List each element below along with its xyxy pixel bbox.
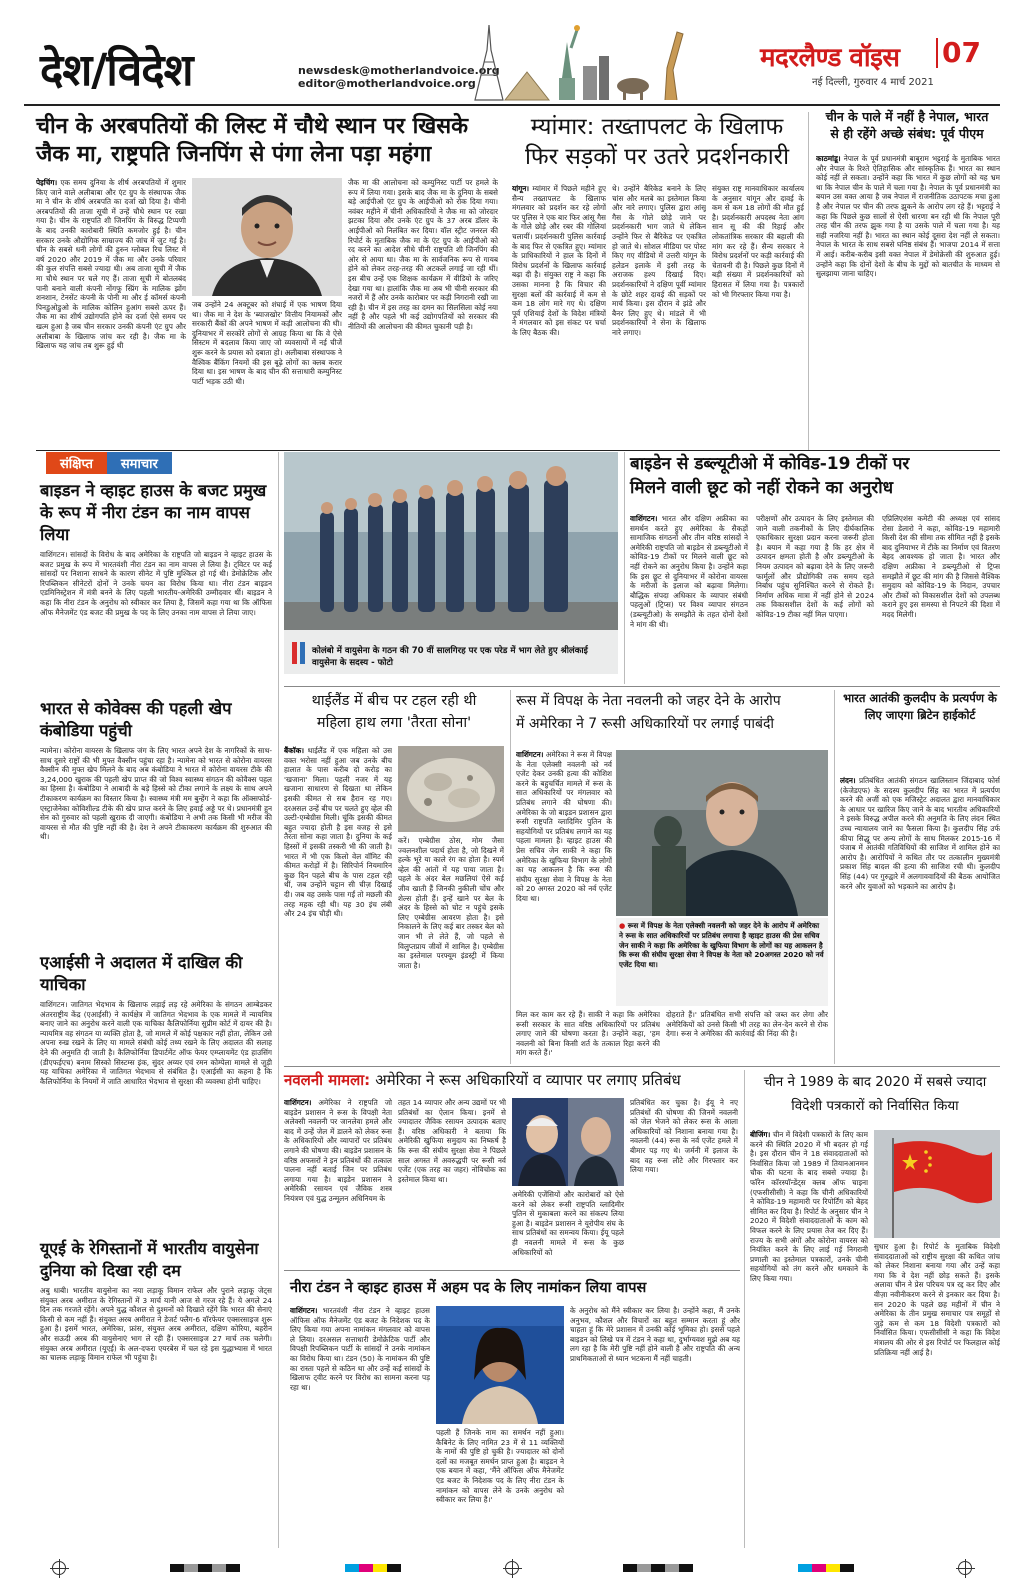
registration-mark-icon — [505, 1561, 519, 1575]
color-bars — [170, 1564, 240, 1572]
story6-headline — [516, 690, 828, 746]
story7-body: प्रतिबंधित आतंकी संगठन खालिस्तान जिंदाबाद फोर्स (केजेडएफ) के सदस्य कुलदीप सिंह का भारत में प्रत्यर्पण करने की अर्जी को एक मजिस्ट्रेट अदालत द्वारा मानवाधिकार के आधार पर खारिज किए जाने के बाद भारतीय अधिकारियों ने इसके विरुद्ध अपील करने की अनुमति के लिए लंदन स्थित उच्च न्यायालय जाने का फैसला किया है। कुलदीप सिंह उर्फ कीपा सिद्धू पर अन्य लोगों के साथ मिलकर 2015-16 में पंजाब में आतंकी गतिविधियों की साजिश में शामिल होने का आरोप है। आरोपियों ने कथित तौर पर तत्कालीन मुख्यमंत्री प्रकाश सिंह बादल की हत्या की साजिश रची थी। कुलदीप सिंह (44) पर गुरुद्वारे में अलगाववादियों की बैठक आयोजित करने और युवाओं को भड़काने का आरोप है। — [840, 776, 1000, 891]
story1-headline-line1: चीन के अरबपतियों की लिस्ट में चौथे स्थान पर खिसके — [36, 113, 469, 139]
story4-headline-line1: बाइडेन से डब्ल्यूटीओ में कोविड-19 टीकों पर — [630, 454, 910, 474]
story4-col2: परीक्षणों और उत्पादन के लिए इस्तेमाल की जाने वाली तकनीकों के लिए दीर्घकालिक एकाधिकार सुरक्षा प्रदान करना जरूरी होता है। बयान में कहा गया है कि हर क्षेत्र में उत्पादन क्षमता होती है और डब्ल्यूटीओ के नियम उत्पादन को बढ़ावा देने के लिए जरूरी फार्मूलों और प्रौद्योगिकी तक समय रहते निर्बाध पहुंच सुनिश्चित करने से रोकते हैं। निर्माण अधिक मात्रा में नहीं होने से 2024 तक विकासशील देशों के कई लोगों को कोविड-19 टीका नहीं मिल पाएगा। — [756, 514, 874, 619]
navalny-photo-caption — [616, 918, 828, 1006]
masthead — [0, 0, 1024, 108]
story6-headline-line1: रूस में विपक्ष के नेता नवलनी को जहर देने के आरोप — [516, 693, 781, 709]
story9-headline-line1: चीन ने 1989 के बाद 2020 में सबसे ज्यादा — [763, 1074, 987, 1090]
story6-col2: मिल कर काम कर रहे हैं। साकी ने कहा कि अमेरिका रूसी सरकार के सात वरिष्ठ अधिकारियों पर प्रतिबंध लगाए जाने की घोषणा करता है। उन्होंने कहा, 'हम नवलनी को बिना किसी शर्त के तत्काल रिहा करने की मांग करते हैं।' — [516, 1010, 660, 1058]
page-number: 07 — [936, 38, 981, 68]
ambergris-photo — [398, 746, 504, 832]
story2-col2: थे। उन्होंने बैरिकेड बनाने के लिए चांस और मलबे का इस्तेमाल किया और नारे लगाए। पुलिस द्वारा आंसू गैस के गोले छोड़े जाने पर प्रदर्शनकारी भाग जाते थे लेकिन उन्होंने फिर से बैरिकेड पर एकत्रित हो जाते थे। सोशल मीडिया पर पोस्ट किए गए वीडियो में उत्तरी यांगून के हलेडन इलाके में इसी तरह के अराजक हश्य दिखाई दिए। प्रदर्शनकारियों ने दक्षिण पूर्वी म्यांमार के छोटे शहर दावई की सड़कों पर मार्च किया। इस दौरान वे झंडे और बैनर लिए हुए थे। मांडले में भी प्रदर्शनकारियों ने सेना के खिलाफ नारे लगाए। — [612, 184, 706, 337]
story8-headline — [284, 1070, 740, 1094]
story7-dateline: लंदन। — [840, 776, 856, 785]
story4-dateline: वाशिंगटन। — [630, 514, 658, 523]
section-rule — [284, 1066, 1000, 1067]
column-divider — [808, 112, 809, 450]
brief2-headline: भारत से कोवेक्स की पहली खेप कंबोडिया पहुंची — [40, 699, 232, 740]
story1-headline-line2: जैक मा, राष्ट्रपति जिनपिंग से पंगा लेना पड़ा महंगा — [36, 141, 432, 167]
story3-body: नेपाल के पूर्व प्रधानमंत्री बाबूराम भट्टराई के मुताबिक भारत और नेपाल के रिश्ते ऐतिहासिक और सांस्कृतिक हैं। भारत का स्थान कोई नहीं ले सकता। उन्होंने कहा कि भारत में कुछ लोगों को यह भ्रम था कि नेपाल चीन के पाले में चला गया है। नेपाल के पूर्व प्रधानमंत्री का बयान उस वक्त आया है जब नेपाल में राजनीतिक उठापटक मचा हुआ है और नेपाल पर चीन की तरफ झुकने के आरोप लग रहे हैं। भट्टराई ने कहा कि पिछले कुछ सालों से ऐसी धारणा बन रही थी कि नेपाल पूरी तरह चीन की तरफ झुक गया है या उसके पाले में चला गया है। यह सही नजरिया नहीं है। भारत का स्थान कोई दूसरा देश नहीं ले सकता। नेपाल के भारत के साथ सबसे घनिष्ठ संबंध हैं। भाजपा 2014 में सत्ता में आई। करीब-करीब इसी वक्त नेपाल में डेमोक्रेसी की शुरुआत हुई। उन्होंने कहा कि दोनों देशों के बीच के मुद्दों को बातचीत के माध्यम से सुलझाया जाना चाहिए। — [816, 154, 1000, 279]
story8-col2: तहत 14 व्यापार और अन्य उद्यमों पर भी प्रतिबंधों का ऐलान किया। इनमें से ज्यादातर जैविक रसायन उत्पादक बताए हैं। वरिष्ठ अधिकारी ने बताया कि अमेरिकी खुफिया समुदाय का निष्कर्ष है कि रूस की संघीय सुरक्षा सेवा ने पिछले साल अगस्त में अवरुद्धपी पर रूसी नर्व एजेंट (एक तरह का जहर) नोविचोक का इस्तेमाल किया था। — [398, 1098, 506, 1184]
story4-headline — [630, 452, 1000, 512]
section-rule — [284, 686, 1000, 687]
story2-col3: संयुक्त राष्ट्र मानवाधिकार कार्यालय के अनुसार यांगून और दावई के कम से कम 18 लोगों की मौत हुई है। प्रदर्शनकारी अपदस्थ नेता आंग सान सू की की रिहाई और लोकतांत्रिक सरकार की बहाली की मांग कर रहे हैं। सैन्य सरकार ने विरोध प्रदर्शनों पर कड़ी कार्रवाई की चेतावनी दी है। पिछले कुछ दिनों में बड़ी संख्या में प्रदर्शनकारियों को हिरासत में लिया गया है। पत्रकारों को भी गिरफ्तार किया गया है। — [712, 184, 804, 299]
issue-date: नई दिल्ली, गुरुवार 4 मार्च 2021 — [812, 77, 934, 88]
brief-news-tag — [46, 452, 172, 474]
story1-col1-text: एक समय दुनिया के शीर्ष अरबपतियों में शुमार किए जाने वाले अलीबाबा और एंट ग्रुप के संस्थापक जैक मा ने चीन के शीर्ष अरबपति का दर्जा खो दिया है। चीनी अरबपतियों की ताजा सूची में उन्हें चौथे स्थान पर रखा गया है। चीन के राष्ट्रपति शी जिनपिंग के विरुद्ध टिप्पणी के बाद उनकी कारोबारी स्थिति कमजोर हुई है। चीन सरकार उनके औद्योगिक साम्राज्य की जांच में जुट गई है। चीन के सबसे धनी लोगों की हुरुन ग्लोबल रिच लिस्ट में वर्ष 2020 और 2019 में जैक मा और उनके परिवार की कुल संपत्ति सबसे ज्यादा थी। अब ताजा सूची में जैक मा चौथे स्थान पर चले गए हैं। ताजा सूची में बोतलबंद पानी बनाने वाली कंपनी नोंगफू स्प्रिंग के मालिक झोंग शनशान, टेनसेंट कंपनी के पोनी मा और ई कॉमर्स कंपनी पिनडुओडुओ के मालिक कोलिन हुआंग सबसे ऊपर हैं। जैक मा का शीर्ष उद्योगपति होने का दर्जा ऐसे समय पर खत्म हुआ है जब चीन सरकार उनकी कंपनी एंट ग्रुप और अलीबाबा के खिलाफ जांच कर रही है। जैक मा के खिलाफ यह जांच तब शुरू हुई थी — [36, 178, 186, 351]
brief4 — [40, 1238, 272, 1534]
story5-col1-text: थाईलैंड में एक महिला को उस वक्त भरोसा नहीं हुआ जब उनके बीच हालात के पास करीब दो करोड़ का 'खजाना' मिला। पहली नजर में यह खजाना साधारण से दिखता था लेकिन इसकी कीमत से सब हैरान रह गए। दरअसल उन्हें बीच पर चलते हुए व्हेल की उल्टी-एम्बेग्रीस मिली। चूंकि इसकी कीमत बहुत ज्यादा होती है इस वजह से इसे तैरता सोना कहा जाता है। दुनिया के कई हिस्सों में इसकी तस्करी भी की जाती है। भारत में भी एक किलो वेल वॉमिट की कीमत करोड़ों में है। सिरिपोर्न नियमारिन कुछ दिन पहले बीच के पास टहल रही थीं, जब उन्होंने चट्टान सी चीज़ दिखाई दी। जब वह उसके पास गईं तो मछली की तरह महक रही थी। यह 30 इंच लंबी और 24 इंच चौड़ी थी। — [284, 746, 392, 919]
story5-dateline: बैंकॉक। — [284, 746, 305, 755]
story10-col1-text: भारतवंशी नीरा टंडन ने व्हाइट हाउस ऑफिस ऑफ मैनेजमेंट एंड बजट के निदेशक पद के लिए किया गया अपना नामांकन मंगलवार को वापस ले लिया। दरअसल सत्ताधारी डेमोक्रेटिक पार्टी और विपक्षी रिपब्लिकन पार्टी के सांसदों ने उनके नामांकन का विरोध किया था। टंडन (50) के नामांकन की पुष्टि का रास्ता पहले से कठिन था और उन्हें कई सांसदों के खिलाफ ट्वीट करने पर विरोध का सामना करना पड़ रहा था। — [290, 1306, 430, 1392]
neera-tanden-photo — [436, 1306, 564, 1424]
story8-headline-rest: अमेरिका ने रूस अधिकारियों व व्यापार पर लगाए प्रतिबंध — [375, 1071, 681, 1089]
story5-col2: करें। एम्बेग्रीस ठोस, मोम जैसा ज्वलनशील पदार्थ होता है, जो दिखने में हल्के भूरे या काले रंग का होता है। स्पर्म व्हेल की आंतों में यह पाया जाता है। पहले के अंदर बेल मछलियां ऐसे कई जीव खाती हैं जिनकी नुकीली चोंच और शेल्स होती हैं। इन्हें खाने पर बेल के अंदर के हिस्से को चोट न पहुंचे इसके लिए एम्बेग्रीस आवरण होता है। इसे निकालने के लिए कई बार तस्कर बेल को जान भी ले लेते हैं, जो पहले से विलुप्तप्राय जीवों में शामिल है। एम्बेग्रीस का इस्तेमाल परफ्यूम इंडस्ट्री में किया जाता है। — [398, 836, 504, 970]
story10-col1 — [290, 1306, 430, 1546]
story3-text — [816, 154, 1000, 450]
story9-col2: सुधार हुआ है। रिपोर्ट के मुताबिक विदेशी संवाददाताओं को राष्ट्रीय सुरक्षा की कथित जांच को लेकर निशाना बनाया गया और उन्हें कहा गया कि वे देश नहीं छोड़ सकते हैं। इसके अलावा चीन ने प्रेस परिचय पत्र रद्द कर दिए और वीज़ा नवीनीकरण करने से इनकार कर दिया है। सन 2020 के पहले छह महीनों में चीन ने अमेरिका के तीन प्रमुख समाचार पत्र समूहों से जुड़े कम से कम 18 विदेशी पत्रकारों को निर्वासित किया। एफसीसीसी ने कहा कि विदेश मंत्रालय की ओर से इस रिपोर्ट पर फिलहाल कोई प्रतिक्रिया नहीं आई है। — [874, 1242, 1000, 1357]
brief1-headline: बाइडन ने व्हाइट हाउस के बजट प्रमुख के रूप में नीरा टंडन का नाम वापस लिया — [40, 481, 267, 544]
story9-col1 — [750, 1130, 868, 1546]
story7-headline: भारत आतंकी कुलदीप के प्रत्यर्पण के लिए जाएगा ब्रिटेन हाईकोर्ट — [843, 691, 997, 722]
color-bars — [798, 1564, 854, 1572]
story5-headline — [284, 690, 504, 742]
column-divider — [744, 1070, 745, 1548]
story1-dateline: पेइचिंग। — [36, 178, 58, 187]
story2-col1 — [512, 184, 606, 450]
story3-dateline: काठमांडू। — [816, 154, 841, 163]
story1-headline — [36, 112, 498, 172]
story6-col1 — [516, 750, 612, 916]
story2-headline-line1: म्यांमार: तख्तापलट के खिलाफ — [530, 114, 784, 140]
story2-dateline: यांगून। — [512, 184, 530, 193]
jack-ma-photo — [192, 178, 342, 296]
section-title: देश/विदेश — [40, 45, 193, 96]
story4-col3: एप्रिलिएशंस कमेटी की अध्यक्ष एवं सांसद रोसा डेलारो ने कहा, कोविड-19 महामारी किसी देश की सीमा तक सीमित नहीं है इसके बाद दुनियाभर में टीके का निर्माण एवं वितरण बेहद आवश्यक हो जाता है। भारत और दक्षिण अफ्रीका ने डब्ल्यूटीओ से ट्रिप्स समझौते में छूट की मांग की है जिससे वैश्विक समुदाय को कोविड-19 के निदान, उपचार और टीकों को विकासशील देशों को उपलब्ध कराने हुए इस समस्या से निपटने की दिशा में मदद मिलेगी। — [882, 514, 1000, 619]
brief3-headline: एआईसी ने अदालत में दाखिल की याचिका — [40, 953, 243, 994]
color-bars — [345, 1564, 401, 1572]
registration-mark-icon — [52, 1561, 66, 1575]
brief3 — [40, 952, 272, 1220]
story9-headline — [750, 1070, 1000, 1124]
print-registration-strip — [0, 1556, 1024, 1580]
story8-col3: अमेरिकी एजेंसियों और कारोबारों को ऐसे करने को लेकर रूसी राष्ट्रपति व्लादिमीर पुतिन से मुकाबला करने का संकल्प लिया हुआ है। बाइडेन प्रशासन ने यूरोपीय संघ के साथ प्रतिबंधों का समन्वय किया। ईयू पहले ही नवलनी मामले में रूस के कुछ अधिकारियों को — [512, 1190, 624, 1257]
story3-headline-line1: चीन के पाले में नहीं है नेपाल, भारत — [825, 109, 989, 124]
brief-tag-part2: समाचार — [107, 452, 172, 474]
story10-dateline: वाशिंगटन। — [290, 1306, 318, 1315]
story1-col2: जब उन्होंने 24 अक्टूबर को शंघाई में एक भाषण दिया था। जैक मा ने देश के 'ब्याजखोर' वित्तीय नियामकों और सरकारी बैंकों की अपने भाषण में कड़ी आलोचना की थी। दुनियाभर में सरकोरे लोगों से आग्रह किया था कि वे ऐसे सिस्टम में बदलाव किया जाए जो व्यवसायों में नई चीजें शुरू करने के प्रयास को दबाता हो। अलीबाबा संस्थापक ने वैश्विक बैंकिंग नियमों की इस बूढ़े लोगों का क्लब करार दिया था। इस भाषण के बाद चीन की सत्ताधारी कम्युनिस्ट पार्टी भड़क उठी थी। — [192, 300, 342, 386]
section-rule — [284, 1270, 740, 1271]
column-divider — [510, 690, 511, 1064]
story10-col3: के अनुरोध को मैंने स्वीकार कर लिया है। उन्होंने कहा, मैं उनके अनुभव, कौशल और विचारों का बहुत सम्मान करता हूं और चाहता हूं कि मेरे प्रशासन में उनकी कोई भूमिका हो। इससे पहले बाइडन को लिखे पत्र में टंडन ने कहा था, दुर्भाग्यवश मुझे अब यह लग रहा है कि मेरी पुष्टि नहीं होने वाली है और राष्ट्रपति की अन्य प्राथमिकताओं से ध्यान भटकना मैं नहीं चाहती। — [570, 1306, 740, 1363]
parade-photo — [284, 452, 618, 674]
column-divider — [624, 452, 625, 684]
section-rule — [36, 450, 1000, 451]
brief4-headline: यूएई के रेगिस्तानों में भारतीय वायुसेना दुनिया को दिखा रही दम — [40, 1239, 259, 1280]
caption-bullet-icon: ● — [619, 921, 626, 930]
navalny-caption-text: रूस में विपक्ष के नेता एलेक्सी नवलनी को जहर देने के आरोप में अमेरिका ने रूस के सात अधिकारियों पर प्रतिबंध लगाया है व्हाइट हाउस की प्रेस सचिव जेन साकी ने कहा कि अमेरिका के खुफिया विभाग के लोगों का यह आकलन है कि रूस की संघीय सुरक्षा सेवा ने विपक्ष के नेता को 20अगस्त 2020 को नर्व एजेंट दिया था। — [619, 921, 824, 970]
story8-dateline: वाशिंगटन। — [284, 1098, 312, 1107]
brief4-text: अबु धाबी। भारतीय वायुसेना का नया लड़ाकू विमान राफेल और पुराने लड़ाकू जेट्स संयुक्त अरब अमीरात के रेगिस्तानों में 3 मार्च यानी आज से गरज रहे हैं। ये अगले 24 दिन तक गरजते रहेंगे। अपने युद्ध कौशल से दुश्मनों को दिखाते रहेंगे कि भारत की सेनाएं किसी से कम नहीं हैं। संयुक्त अरब अमीरात ने डेजर्ट फ्लैग-6 वॉरफेयर एक्सरसाइज शुरू हुआ है। इसमें भारत, अमेरिका, फ्रांस, संयुक्त अरब अमीरात, दक्षिण कोरिया, बहरीन और सऊदी अरब की वायुसेनाएं भाग ले रही हैं। एक्सरसाइज 27 मार्च तक चलेगी। संयुक्त अरब अमीरात (यूएई) के अल-दफरा एयरबेस में चल रहे इस युद्धाभ्यास में भारत का चालक लड़ाकू विमान राफेल भी पहुंचा है। — [40, 1286, 272, 1363]
masthead-rule — [24, 104, 1000, 106]
story8-headline-prefix: नवलनी मामला: — [284, 1071, 371, 1089]
story3-headline-line2: से ही रहेंगे अच्छे संबंध: पूर्व पीएम — [830, 126, 984, 141]
navalny-photo — [616, 750, 828, 916]
color-bars — [623, 1564, 693, 1572]
column-divider — [834, 690, 835, 1064]
parade-caption: कोलंबो में वायुसेना के गठन की 70 वीं सालगिरह पर एक परेड में भाग लेते हुए श्रीलंकाई वायुसेना के सदस्य - फोटो — [312, 646, 588, 668]
story2-headline — [512, 112, 802, 176]
story1-col3: जैक मा की आलोचना को कम्युनिस्ट पार्टी पर हमले के रूप में लिया गया। इसके बाद जैक मा के दुनिया के सबसे बड़े आईपीओ एंट ग्रुप के आईपीओ को रोक दिया गया। नवंबर महीने में चीनी अधिकारियों ने जैक मा को जोरदार झटका दिया और उनके एंट ग्रुप के 37 अरब डॉलर के आईपीओ को निलंबित कर दिया। वॉल स्ट्रीट जनरल की रिपोर्ट के मुताबिक जैक मा के एंट ग्रुप के आईपीओ को रद करने का आदेश सीधे चीनी राष्ट्रपति शी जिनपिंग की ओर से आया था। जैक मा के सार्वजनिक रूप से गायब होने को लेकर तरह-तरह की अटकलें लगाई जा रही थीं। इस बीच उन्हें एक शिक्षक कार्यक्रम में वीडियो के जरिए देखा गया था। हालांकि जैक मा अब भी चीनी सरकार की नजरों में हैं और उनके कारोबार पर कड़ी निगरानी रखी जा रही है। चीन में इस तरह का दमन का सिलसिला कोई नया नहीं है और पहले भी कई उद्योगपतियों को सरकार की नीतियों की आलोचना की कीमत चुकानी पड़ी है। — [348, 178, 498, 331]
story9-headline-line2: विदेशी पत्रकारों को निर्वासित किया — [791, 1098, 959, 1114]
story9-col1-text: चीन में विदेशी पत्रकारों के लिए काम करने की स्थिति 2020 में भी बदतर हो गई है। इस दौरान चीन ने 18 संवाददाताओं को निर्वासित किया जो 1989 में तियानआनमन चौक की घटना के बाद सबसे ज्यादा है। फॉरेन कॉरस्पॉन्डेंट्स क्लब ऑफ चाइना (एफसीसीसी) ने कहा कि चीनी अधिकारियों ने कोविड-19 महामारी पर रिपोर्टिंग को बेहद सीमित कर दिया है। रिपोर्ट के अनुसार चीन ने 2020 में विदेशी संवाददाताओं के काम को विफल करने के लिए प्रयास तेज कर दिए हैं। राज्य के सभी अंगों और कोरोना वायरस को नियंत्रित करने के लिए लाई गई निगरानी प्रणाली का इस्तेमाल पत्रकारों, उनके चीनी सहयोगियों को तंग करने और धमकाने के लिए किया गया। — [750, 1130, 868, 1283]
column-divider — [278, 452, 279, 1548]
brief-tag-part1: संक्षिप्त — [46, 452, 107, 474]
brief2 — [40, 698, 272, 942]
story3-headline — [814, 108, 1000, 154]
story9-dateline: बीजिंग। — [750, 1130, 771, 1139]
brief3-text: वाशिंगटन। जातिगत भेदभाव के खिलाफ लड़ाई लड़ रहे अमेरिका के संगठन आम्बेडकर अंतरराष्ट्रीय केंद्र (एआईसी) ने कार्यक्षेत्र में जातिगत भेदभाव के एक मामले में न्यायमित्र बनाए जाने का अनुरोध करने वाली एक याचिका कैलिफोर्निया सुप्रीम कोर्ट में दायर की है। न्यायमित्र वह संगठन या व्यक्ति होता है, जो मामले में कोई पक्षकार नहीं होता, लेकिन उसे अपना रुख रखने के लिए या मामले संबंधी कोई तथ्य रखने के लिए अदालत की सलाह देने की अनुमति दी जाती है। कैलिफोर्निया डिपार्टमेंट ऑफ फेयर एम्प्लायमेंट एंड हाउसिंग (डीएफईएच) बनाम सिस्को सिस्टम्स इंक, सुंदर अय्यर एवं रमन कोम्पेला मामले से जुड़ी यह याचिका अमेरिका में जातिगत भेदभाव से संबंधित है। एआईसी का कहना है कि कैलिफोर्निया के नियमों में जाति आधारित भेदभाव से सुरक्षा की व्यवस्था होनी चाहिए। — [40, 1000, 272, 1086]
brief1 — [40, 480, 272, 676]
story4-col1 — [630, 514, 748, 684]
story4-col1-text: भारत और दक्षिण अफ्रीका का समर्थन करते हुए अमेरिका के सैकड़ों सामाजिक संगठनों और तीन वरिष्ठ सांसदों ने अमेरिकी राष्ट्रपति जो बाइडेन से डब्ल्यूटीओ में कोविड-19 टीकों पर मिलने वाली छूट को नहीं रोकने का अनुरोध किया है। उन्होंने कहा कि इस छूट से दुनियाभर में कोरोना वायरस के मरीजों के इलाज को बढ़ावा मिलेगा। बौद्धिक संपदा अधिकार के व्यापार संबंधी पहलुओं (ट्रिप्स) पर विश्व व्यापार संगठन (डब्ल्यूटीओ) के समझौते के तहत दोनों देशों ने मांग की थी। — [630, 514, 748, 629]
china-flag-photo — [874, 1130, 1000, 1238]
story6-col3: दोहराते हैं।' प्रतिबंधित सभी संपत्ति को जब्त कर लेगा और अमेरिकियों को उनसे किसी भी तरह का लेन-देन करने से रोक देगा। रूस ने अमेरिका की कार्रवाई की निंदा की है। — [666, 1010, 828, 1039]
editor-email[interactable]: editor@motherlandvoice.org — [298, 77, 476, 90]
landmarks-illustration — [455, 20, 695, 102]
story1-col1 — [36, 178, 186, 450]
story10-headline-wrap — [290, 1276, 740, 1302]
paper-name: मदरलैण्ड वॉइस — [760, 43, 900, 73]
story5-headline-line1: थाईलैंड में बीच पर टहल रही थी — [311, 693, 477, 709]
brief2-text: न्यामेना। कोरोना वायरस के खिलाफ जंग के लिए भारत अपने देश के नागरिकों के साथ-साथ दूसरे राष्ट्रों की भी मुफ्त वैक्सीन पहुंचा रहा है। न्यामेना को भारत से कोरोना वायरस वैक्सीन की मुफ्त खेप मिलने के बाद अब कंबोडिया ने भारत में कोरोना वायरस टीके की 3,24,000 खुराक की पहली खेप प्राप्त की जो विश्व स्वास्थ्य संगठन की कोवैक्स पहल का हिस्सा है। कंबोडिया ने आबादी के बड़े हिस्से को टीका लगाने के लक्ष्य के साथ अपने टीकाकरण कार्यक्रम का विस्तार किया है। स्वास्थ्य मंत्री मम बुन्हेंग ने कहा कि ऑक्सफोर्ड-एस्ट्राजेनेका कोविशील्ड टीके की खेप प्राप्त करने के लिए हवाई अड्डे पर थे। प्रधानमंत्री हुन सेन को गुरुवार को पहली खुराक दी जाएगी। कंबोडिया ने अभी तक किसी भी मरीज की वायरस से मौत की पुष्टि नहीं की है। देश ने अपने टीकाकरण कार्यक्रम की शुरुआत की थी। — [40, 746, 272, 842]
story2-headline-line2: फिर सड़कों पर उतरे प्रदर्शनकारी — [524, 144, 790, 170]
story8-col1 — [284, 1098, 392, 1266]
newsdesk-email[interactable]: newsdesk@motherlandvoice.org — [298, 64, 500, 77]
story8-col1-text: अमेरिका ने राष्ट्रपति जो बाइडेन प्रशासन ने रूस के विपक्षी नेता अलेक्सी नवलनी पर जानलेवा हमले और बाद में उन्हें जेल में डालने को लेकर रूस के अधिकारियों और व्यापारों पर प्रतिबंध लगाने की घोषणा की। बाइडेन प्रशासन के वरिष्ठ अफसरों ने इन प्रतिबंधों की तत्काल पालना नहीं बताई जिन पर प्रतिबंध लगाया गया है। बाइडेन प्रशासन ने अमेरिकी रसायन एवं जैविक शस्त्र नियंत्रण एवं युद्ध उन्मूलन अधिनियम के — [284, 1098, 392, 1203]
story10-col2: पहली हैं जिनके नाम का समर्थन नहीं हुआ। कैबिनेट के लिए नामित 23 में से 11 व्यक्तियों के नामों की पुष्टि हो चुकी है। ज्यादातर को दोनों दलों का मजबूत समर्थन प्राप्त हुआ है। बाइडन ने एक बयान में कहा, 'मैंने ऑफिस ऑफ मैनेजमेंट एंड बजट के निदेशक पद के लिए नीरा टंडन के नामांकन को वापस लेने के उनके अनुरोध को स्वीकार कर लिया है।' — [436, 1428, 564, 1505]
story5-col1 — [284, 746, 392, 1064]
story6-dateline: वाशिंगटन। — [516, 750, 544, 759]
biden-putin-photo — [512, 1098, 624, 1186]
story6-headline-line2: में अमेरिका ने 7 रूसी अधिकारियों पर लगाई पाबंदी — [516, 716, 775, 732]
story8-col4: प्रतिबंधित कर चुका है। ईयू ने नए प्रतिबंधों की घोषणा की जिनमें नवलनी को जेल भेजने को लेकर रूस के आला अधिकारियों को निशाना बनाया गया है। नवलनी (44) रूस के नर्व एजेंट हमले में बीमार पड़ गए थे। जर्मनी में इलाज के बाद वह रूस लौटे और गिरफ्तार कर लिया गया। — [630, 1098, 738, 1175]
story7-headline-wrap — [840, 690, 1000, 770]
story10-headline: नीरा टंडन ने व्हाइट हाउस में अहम पद के लिए नामांकन लिया वापस — [290, 1280, 647, 1296]
story5-headline-line2: महिला हाथ लगा 'तैरता सोना' — [316, 715, 472, 731]
color-swatch — [292, 642, 305, 664]
registration-mark-icon — [958, 1561, 972, 1575]
story6-col1-text: अमेरिका ने रूस में विपक्ष के नेता एलेक्सी नवलनी को नर्व एजेंट देकर उनकी हत्या की कोशिश करने के बहुचर्चित मामले में रूस के सात अधिकारियों पर मंगलवार को प्रतिबंध लगाने की घोषणा की। अमेरिका के जो बाइडन प्रशासन द्वारा रूसी राष्ट्रपति व्लादिमिर पुतिन के सहयोगियों पर प्रतिबंध लगाने का यह पहला मामला है। व्हाइट हाउस की प्रेस सचिव जेन साकी ने कहा कि अमेरिका के खुफिया विभाग के लोगों का यह आकलन है कि रूस की संघीय सुरक्षा सेवा ने विपक्ष के नेता को 20 अगस्त 2020 को नर्व एजेंट दिया था। — [516, 750, 612, 903]
story4-headline-line2: मिलने वाली छूट को नहीं रोकने का अनुरोध — [630, 478, 894, 498]
brief1-text: वाशिंगटन। सांसदों के विरोध के बाद अमेरिका के राष्ट्रपति जो बाइडन ने व्हाइट हाउस के बजट प्रमुख के रूप में भारतवंशी नीरा टंडन का नाम वापस ले लिया है। ट्विटर पर कई सांसदों पर निशाना साधने के कारण सीनेट में पुष्टि मुश्किल हो गई थी। डेमोक्रेटिक और रिपब्लिकन सीनेटरों दोनों ने उनके चयन का विरोध किया था। नीरा टंडन बाइडन एडमिनिस्ट्रेशन में मंत्री बनने के लिए पहली भारतीय-अमेरिकी उम्मीदवार थीं। बाइडन ने कहा कि नीरा टंडन के अनुरोध को स्वीकार कर लिया है, जिसमें कहा गया था कि ऑफिस ऑफ मैनेजमेंट एंड बजट की प्रमुख के पद के लिए उनका नाम वापस ले लिया जाए। — [40, 550, 272, 617]
story7-text — [840, 776, 1000, 1064]
story2-col1-text: म्यांमार में पिछले महीने हुए सैन्य तख्तापलट के खिलाफ मंगलवार को प्रदर्शन कर रहे लोगों पर पुलिस ने एक बार फिर आंसू गैस के गोले छोड़े और रबर की गोलियां चलायीं। प्रदर्शनकारी पुलिस कार्रवाई के बाद फिर से एकत्रित हुए। म्यांमार के प्राधिकारियों ने हाल के दिनों में विरोध प्रदर्शनों के खिलाफ कार्रवाई बढ़ा दी है। संयुक्त राष्ट्र ने कहा कि उसका मानना है कि विचार की सुरक्षा बलों की कार्रवाई में कम से कम 18 लोग मारे गए थे। दक्षिण पूर्व एशियाई देशों के विदेश मंत्रियों ने मंगलवार को इस संकट पर चर्चा के लिए बैठक की। — [512, 184, 606, 337]
